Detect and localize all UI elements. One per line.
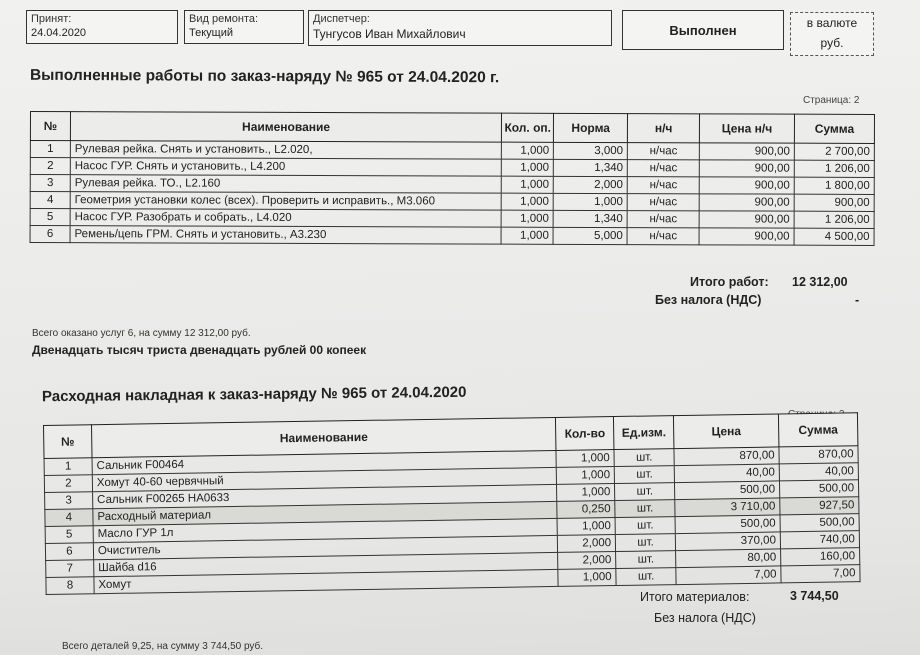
- cell-sum: 1 800,00: [794, 177, 874, 194]
- status-badge: Выполнен: [622, 10, 784, 50]
- cell-price: 500,00: [675, 515, 780, 534]
- cell-qty: 2,000: [558, 535, 616, 553]
- col-header: Сумма: [794, 114, 874, 143]
- accepted-box: [26, 10, 178, 44]
- materials-total-label: Итого материалов:: [640, 590, 750, 604]
- dispatcher-box: [308, 10, 612, 46]
- cell-name: Сальник F00464: [92, 450, 557, 474]
- cell-unit: шт.: [614, 466, 674, 484]
- cell-price: 900,00: [699, 228, 794, 245]
- cell-price: 500,00: [675, 481, 780, 500]
- currency-value: руб.: [820, 36, 844, 50]
- cell-name: Расходный материал: [93, 501, 558, 525]
- works-amount-in-words: Двенадцать тысяч триста двенадцать рублей 00 копеек: [32, 343, 367, 357]
- cell-qty: 2,000: [558, 552, 616, 570]
- repair-type-value: Текущий: [189, 27, 233, 39]
- cell-price: 900,00: [699, 160, 794, 177]
- repair-type-label: Вид ремонта:: [189, 13, 259, 25]
- accepted-label: Принят:: [31, 13, 72, 25]
- works-page-number: Страница: 2: [803, 95, 860, 106]
- dispatcher-name: Тунгусов Иван Михайлович: [313, 27, 466, 41]
- materials-title: Расходная накладная к заказ-наряду № 965 от 24.04.2020: [41, 383, 467, 406]
- repair-type-box: [184, 10, 304, 44]
- col-header: Наименование: [91, 417, 556, 457]
- cell-no: 8: [46, 577, 94, 595]
- cell-no: 2: [30, 158, 70, 175]
- cell-no: 1: [44, 458, 92, 476]
- cell-norm: 1,340: [553, 210, 627, 227]
- cell-no: 4: [45, 509, 93, 527]
- cell-no: 3: [45, 492, 93, 510]
- cell-unit: н/час: [627, 194, 699, 211]
- cell-sum: 40,00: [779, 463, 858, 481]
- cell-price: 900,00: [699, 143, 794, 160]
- cell-unit: шт.: [614, 449, 674, 467]
- cell-sum: 500,00: [780, 480, 859, 498]
- table-row: [30, 226, 874, 246]
- col-header: Ед.изм.: [614, 416, 674, 450]
- cell-sum: 500,00: [780, 514, 859, 532]
- cell-qty: 1,000: [502, 159, 554, 176]
- currency-box: [790, 12, 874, 56]
- cell-sum: 2 700,00: [794, 143, 874, 160]
- cell-qty: 0,250: [557, 501, 615, 519]
- cell-name: Насос ГУР. Снять и установить., L4.200: [70, 158, 501, 177]
- cell-qty: 1,000: [556, 467, 614, 485]
- materials-table: [43, 412, 861, 595]
- cell-price: 900,00: [699, 194, 794, 211]
- cell-name: Геометрия установки колес (всех). Проверить и исправить., М3.060: [70, 192, 501, 211]
- cell-name: Сальник F00265 HA0633: [92, 484, 557, 508]
- cell-unit: н/час: [627, 228, 699, 245]
- cell-price: 40,00: [674, 464, 779, 483]
- cell-name: Хомут: [94, 569, 559, 593]
- cell-unit: шт.: [615, 517, 675, 535]
- cell-norm: 1,000: [553, 193, 627, 210]
- cell-sum: 160,00: [781, 548, 860, 566]
- cell-qty: 1,000: [502, 142, 554, 159]
- cell-unit: шт.: [615, 500, 675, 518]
- cell-qty: 1,000: [556, 450, 614, 468]
- cell-norm: 2,000: [553, 176, 627, 193]
- cell-sum: 900,00: [794, 194, 874, 211]
- cell-sum: 1 206,00: [794, 211, 874, 228]
- cell-unit: шт.: [615, 534, 675, 552]
- cell-no: 4: [30, 192, 70, 209]
- cell-norm: 1,340: [554, 159, 628, 176]
- col-header: Цена н/ч: [700, 114, 795, 143]
- col-header: №: [44, 425, 92, 459]
- cell-sum: 4 500,00: [794, 228, 874, 245]
- dispatcher-label: Диспетчер:: [313, 13, 370, 25]
- cell-sum: 1 206,00: [794, 160, 874, 177]
- cell-qty: 1,000: [557, 484, 615, 502]
- cell-qty: 1,000: [501, 210, 553, 227]
- cell-name: Ремень/цепь ГРМ. Снять и установить., А3.230: [70, 226, 501, 245]
- cell-qty: 1,000: [557, 518, 615, 536]
- cell-unit: н/час: [627, 160, 699, 177]
- cell-unit: шт.: [616, 551, 676, 569]
- cell-no: 5: [45, 526, 93, 544]
- cell-sum: 7,00: [781, 565, 860, 583]
- cell-norm: 3,000: [554, 142, 628, 159]
- cell-sum: 927,50: [780, 497, 859, 515]
- cell-price: 900,00: [699, 177, 794, 194]
- works-summary: Всего оказано услуг 6, на сумму 12 312,00 руб.: [32, 328, 251, 339]
- works-total-label: Итого работ:: [690, 275, 769, 289]
- cell-qty: 1,000: [501, 193, 553, 210]
- col-header: Цена: [674, 414, 779, 449]
- cell-name: Хомут 40-60 червячный: [92, 467, 557, 491]
- cell-name: Рулевая рейка. Снять и установить., L2.020,: [70, 141, 501, 160]
- cell-price: 370,00: [675, 532, 780, 551]
- cell-price: 80,00: [676, 549, 781, 568]
- cell-no: 6: [30, 226, 70, 243]
- currency-label: в валюте: [806, 16, 858, 30]
- cell-no: 2: [44, 475, 92, 493]
- works-tax-label: Без налога (НДС): [655, 293, 762, 307]
- cell-price: 900,00: [699, 211, 794, 228]
- col-header: Кол-во: [556, 417, 614, 451]
- materials-total-value: 3 744,50: [790, 589, 839, 603]
- cell-name: Рулевая рейка. ТО., L2.160: [70, 175, 501, 194]
- cell-unit: шт.: [616, 568, 676, 586]
- accepted-date: 24.04.2020: [31, 27, 87, 39]
- works-title: Выполненные работы по заказ-наряду № 965 от 24.04.2020 г.: [29, 66, 500, 87]
- cell-sum: 740,00: [780, 531, 859, 549]
- col-header: №: [30, 112, 70, 141]
- cell-qty: 1,000: [501, 227, 553, 244]
- works-tax-value: -: [855, 293, 860, 307]
- works-table: [30, 111, 875, 246]
- cell-unit: н/час: [627, 211, 699, 228]
- materials-tax-label: Без налога (НДС): [654, 611, 756, 625]
- cell-price: 7,00: [676, 566, 781, 585]
- works-total-value: 12 312,00: [792, 275, 848, 289]
- cell-norm: 5,000: [553, 227, 627, 244]
- materials-summary: Всего деталей 9,25, на сумму 3 744,50 руб.: [62, 641, 264, 652]
- cell-qty: 1,000: [558, 569, 616, 587]
- cell-sum: 870,00: [779, 446, 858, 464]
- works-header-row: [30, 112, 874, 144]
- col-header: н/ч: [628, 114, 700, 143]
- cell-no: 5: [30, 209, 70, 226]
- cell-unit: н/час: [627, 177, 699, 194]
- cell-unit: н/час: [628, 143, 700, 160]
- col-header: Кол. оп.: [502, 113, 554, 142]
- cell-qty: 1,000: [502, 176, 554, 193]
- col-header: Норма: [554, 113, 628, 142]
- cell-no: 6: [45, 543, 93, 561]
- cell-unit: шт.: [615, 483, 675, 501]
- cell-no: 3: [30, 175, 70, 192]
- col-header: Наименование: [70, 112, 501, 143]
- cell-name: Шайба d16: [94, 552, 559, 576]
- cell-name: Очиститель: [93, 535, 558, 559]
- cell-price: 870,00: [674, 447, 779, 466]
- cell-name: Масло ГУР 1л: [93, 518, 558, 542]
- cell-no: 1: [30, 141, 70, 158]
- cell-no: 7: [46, 560, 94, 578]
- col-header: Сумма: [778, 413, 857, 447]
- cell-name: Насос ГУР. Разобрать и собрать., L4.020: [70, 209, 501, 228]
- cell-price: 3 710,00: [675, 498, 780, 517]
